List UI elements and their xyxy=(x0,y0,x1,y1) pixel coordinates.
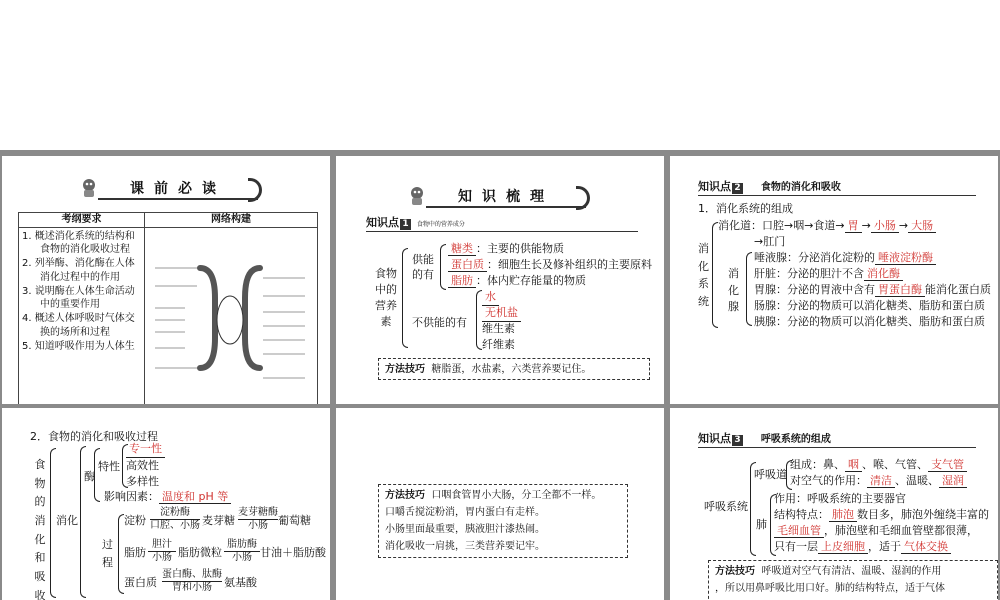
kp-label: 知识点 xyxy=(366,216,399,229)
tip-line: 呼吸道对空气有清洁、温暖、湿润的作用 xyxy=(761,566,942,577)
tract-prefix: 消化道：口腔→咽→食道→ xyxy=(718,219,845,232)
gland-text: 唾液腺：分泌消化淀粉的 xyxy=(754,251,875,264)
brace xyxy=(402,248,408,348)
blank-answer: 蛋白质 xyxy=(448,258,487,272)
slide-thumbnail-2[interactable] xyxy=(336,156,664,404)
req-line: 换的场所和过程 xyxy=(40,327,110,339)
arrow-top-label: 淀粉酶 xyxy=(150,507,200,520)
kp-number: 2 xyxy=(732,183,743,194)
tip-line: 小肠里面最重要，胰液胆汁漆热闹。 xyxy=(385,524,545,535)
gland-row xyxy=(754,283,991,298)
lung-text: ，肺泡壁和毛细血管壁都很薄， xyxy=(824,524,978,537)
item-desc: ：细胞生长及修补组织的主要原料 xyxy=(487,258,652,271)
blank-answer: 支气管 xyxy=(928,458,967,472)
blank-answer: 糖类 xyxy=(448,242,476,256)
trait-item: 多样性 xyxy=(126,475,159,488)
arrow-bottom-label: 小肠 xyxy=(232,552,252,563)
item-desc: ：主要的供能物质 xyxy=(476,242,564,255)
blank-answer: 大肠 xyxy=(908,219,936,233)
brace xyxy=(80,446,86,598)
digestive-tract-line: 消化道：口腔→咽→食道→ 胃 → 小肠 → 大肠 xyxy=(718,219,936,234)
enzyme-label: 酶 xyxy=(84,470,95,483)
lung-text: 只有一层 xyxy=(774,540,818,553)
nutrient-root-label: 食物中的营养素 xyxy=(375,267,397,328)
gland-text: 能消化蛋白质 xyxy=(925,283,991,296)
kp-number: 1 xyxy=(400,219,411,230)
requirements-cell xyxy=(19,227,145,404)
arrow-bottom-label: 胃和小肠 xyxy=(172,582,212,593)
tip-line: 口咽食管胃小大肠，分工全都不一样。 xyxy=(431,490,602,501)
req-line: 1. 概述消化系统的结构和 xyxy=(22,230,135,242)
tract-end: →肛门 xyxy=(754,235,786,248)
table-header-requirements: 考纲要求 xyxy=(19,213,145,228)
fat-mid: 脂肪微粒 xyxy=(178,546,222,559)
arrow-bottom-label: 小肠 xyxy=(248,520,268,531)
req-line: 食物的消化吸收过程 xyxy=(40,244,130,256)
lung-text: 数目多，肺泡外缠绕丰富的 xyxy=(857,508,989,521)
req-line: 2. 列举酶、消化酶在人体 xyxy=(22,258,135,270)
arrow-top-label: 脂肪酶 xyxy=(224,539,260,552)
method-tip-box xyxy=(378,484,628,558)
mascot-icon xyxy=(80,178,98,198)
blank-answer: 温度和 pH 等 xyxy=(159,490,231,504)
airway-line xyxy=(790,458,967,473)
brace xyxy=(440,244,446,290)
knowledge-point-header xyxy=(366,216,638,232)
trait-label: 特性 xyxy=(98,460,120,473)
list-item: 纤维素 xyxy=(482,338,515,351)
fat-name: 脂肪 xyxy=(124,546,146,559)
arrow-top-label: 麦芽糖酶 xyxy=(238,507,278,518)
section-banner xyxy=(426,186,586,208)
blank-answer: 胃蛋白酶 xyxy=(875,283,925,297)
mascot-icon xyxy=(408,186,426,206)
network-diagram-cell xyxy=(145,227,318,404)
lung-text: ，适于 xyxy=(868,540,901,553)
brace xyxy=(94,448,100,502)
airway-function-line xyxy=(790,474,967,489)
tip-line: ，所以用鼻呼吸比用口好。肺的结构特点，适于气体 xyxy=(715,583,945,594)
gland-row: 胰腺：分泌的物质可以消化糖类、脂肪和蛋白质 xyxy=(754,315,985,328)
tip-line: 口嚼舌搅淀粉消，胃内蛋白有走样。 xyxy=(385,507,545,518)
slide-thumbnail-1[interactable] xyxy=(2,156,330,404)
energy-item xyxy=(448,242,564,257)
gland-row xyxy=(754,267,903,282)
section-heading: 2．食物的消化和吸收过程 xyxy=(30,430,158,443)
slide-thumbnail-5[interactable] xyxy=(336,408,664,600)
energy-item xyxy=(448,258,652,273)
kp-number: 3 xyxy=(732,435,743,446)
trait-item: 高效性 xyxy=(126,459,159,472)
process-root-label: 食物的消化和吸收 xyxy=(34,458,46,600)
lung-label: 肺 xyxy=(756,518,767,531)
airway-text: 对空气的作用： xyxy=(790,474,867,487)
energy-item xyxy=(448,274,586,289)
blank-answer: 消化酶 xyxy=(864,267,903,281)
kp-label: 知识点 xyxy=(698,432,731,445)
blank-answer: 气体交换 xyxy=(901,540,951,554)
requirements-table xyxy=(18,212,318,404)
brace xyxy=(712,222,718,328)
airway-text: 、温暖、 xyxy=(895,474,939,487)
airway-label: 呼吸道 xyxy=(754,468,787,481)
blank-answer: 肺泡 xyxy=(829,508,857,522)
blank-answer: 水 xyxy=(482,290,499,306)
req-line: 3. 说明酶在人体生命活动 xyxy=(22,285,135,297)
blank-answer: 湿润 xyxy=(939,474,967,488)
kp-title: 食物中的营养成分 xyxy=(416,221,465,228)
network-diagram xyxy=(145,228,315,405)
lung-function: 作用：呼吸系统的主要器官 xyxy=(774,492,906,505)
system-root-label: 呼吸系统 xyxy=(704,500,748,513)
process-label: 过程 xyxy=(102,538,113,569)
blank-answer: 小肠 xyxy=(871,219,899,233)
system-root-label: 消化系统 xyxy=(698,242,709,308)
fat-end: 甘油＋脂肪酸 xyxy=(260,546,326,559)
lung-structure-line xyxy=(774,540,951,555)
starch-name: 淀粉 xyxy=(124,514,146,527)
blank-answer: 胃 xyxy=(845,219,862,233)
airway-text: 、喉、气管、 xyxy=(862,458,928,471)
method-tip-box xyxy=(708,560,998,600)
gland-label: 消化腺 xyxy=(728,267,739,313)
arrow-bottom-label: 小肠 xyxy=(152,552,172,563)
section-banner xyxy=(98,178,258,200)
banner-curl xyxy=(248,178,262,202)
blank-answer: 上皮细胞 xyxy=(818,540,868,554)
method-tip-box xyxy=(378,358,650,380)
lung-text: 结构特点： xyxy=(774,508,829,521)
list-item: 维生素 xyxy=(482,322,515,335)
arrow-bottom-label: 口腔、小肠 xyxy=(150,520,200,531)
kp-label: 知识点 xyxy=(698,180,731,193)
nonenergy-group-label: 不供能的有 xyxy=(412,316,467,329)
slide-thumbnail-6[interactable] xyxy=(670,408,998,600)
blank-answer: 脂肪 xyxy=(448,274,476,288)
tip-text: 糖脂蛋，水盐素，六类营养要记住。 xyxy=(431,364,592,375)
req-line: 4. 概述人体呼吸时气体交 xyxy=(22,313,135,325)
factors-line xyxy=(104,490,231,505)
banner-title: 知识梳理 xyxy=(458,189,554,205)
top-blank-area xyxy=(0,0,1000,150)
starch-end: 葡萄糖 xyxy=(278,514,311,527)
knowledge-point-header xyxy=(698,432,976,448)
lung-structure-line xyxy=(774,524,978,539)
section-heading: 1．消化系统的组成 xyxy=(698,202,793,215)
kp-title: 呼吸系统的组成 xyxy=(760,434,831,445)
protein-end: 氨基酸 xyxy=(224,576,257,589)
slide-thumbnail-4[interactable] xyxy=(2,408,330,600)
digest-label: 消化 xyxy=(56,514,78,527)
table-header-network: 网络构建 xyxy=(145,213,318,228)
gland-row: 肠腺：分泌的物质可以消化糖类、脂肪和蛋白质 xyxy=(754,299,985,312)
req-line: 5. 知道呼吸作用为人体生 xyxy=(22,340,135,352)
banner-title: 课前必读 xyxy=(130,181,226,197)
kp-title: 食物的消化和吸收 xyxy=(760,182,841,193)
req-line: 中的重要作用 xyxy=(40,299,100,311)
blank-answer: 唾液淀粉酶 xyxy=(875,251,936,265)
starch-mid: 麦芽糖 xyxy=(202,514,235,527)
blank-answer: 咽 xyxy=(845,458,862,472)
tip-label: 方法技巧 xyxy=(385,364,425,375)
gland-text: 肝脏：分泌的胆汁不含 xyxy=(754,267,864,280)
gland-row xyxy=(754,251,936,266)
blank-answer: 清洁 xyxy=(867,474,895,488)
blank-answer: 专一性 xyxy=(126,442,165,458)
protein-name: 蛋白质 xyxy=(124,576,157,589)
knowledge-point-header xyxy=(698,180,976,196)
arrow-top-label: 胆汁 xyxy=(148,539,176,552)
airway-text: 组成：鼻、 xyxy=(790,458,845,471)
brace xyxy=(746,252,752,326)
tip-label: 方法技巧 xyxy=(385,490,425,501)
gland-text: 胃腺：分泌的胃液中含有 xyxy=(754,283,875,296)
arrow-top-label: 蛋白酶、肽酶 xyxy=(162,569,222,580)
slide-thumbnail-3[interactable] xyxy=(670,156,998,404)
factors-label: 影响因素： xyxy=(104,490,159,503)
tip-line: 消化吸收一肩挑，三类营养要记牢。 xyxy=(385,541,545,552)
blank-answer: 毛细血管 xyxy=(774,524,824,538)
blank-answer: 无机盐 xyxy=(482,306,521,322)
banner-curl xyxy=(576,186,590,210)
tip-label: 方法技巧 xyxy=(715,566,755,577)
lung-structure-line xyxy=(774,508,989,523)
item-desc: ：体内贮存能量的物质 xyxy=(476,274,586,287)
req-line: 消化过程中的作用 xyxy=(40,271,120,283)
energy-group-label: 供能的有 xyxy=(412,253,434,282)
